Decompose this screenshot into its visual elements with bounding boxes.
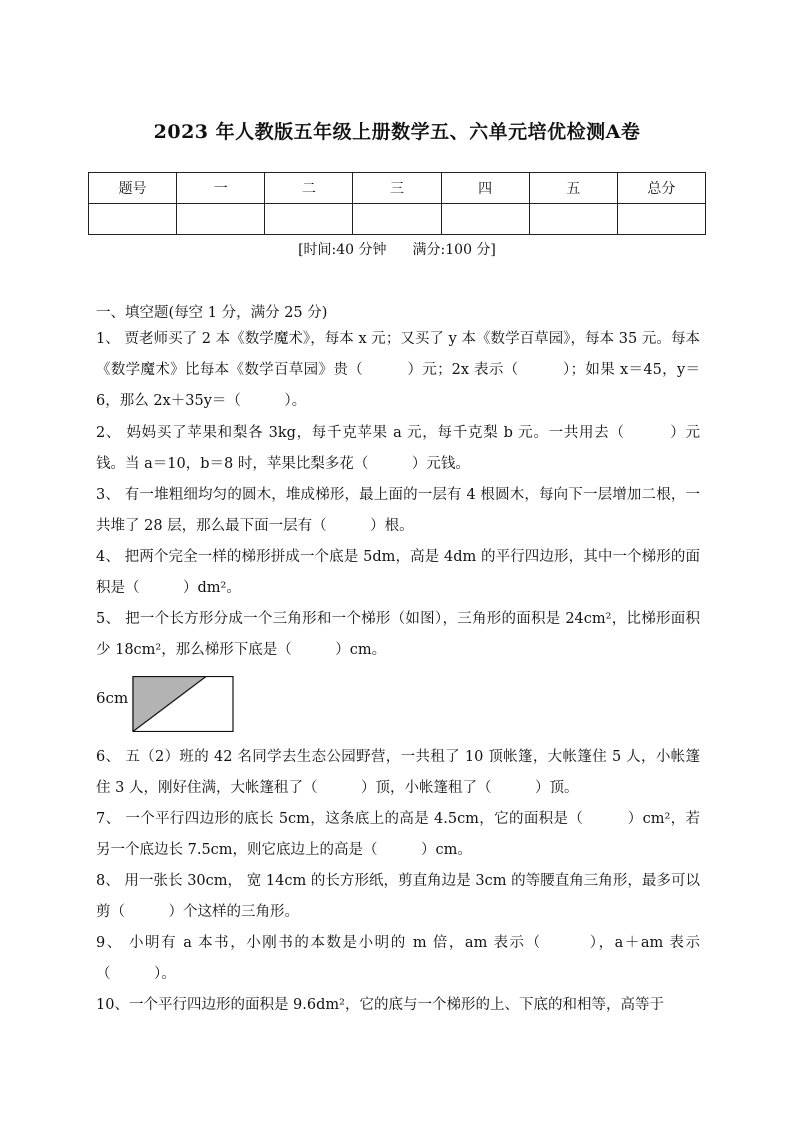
question-6: 6、 五（2）班的 42 名同学去生态公园野营，一共租了 10 顶帐篷，大帐篷住 5 人，小帐篷住 3 人，刚好住满，大帐篷租了（ ）顶，小帐篷租了（ ）顶。 <box>96 749 700 796</box>
time-limit: [时间:40 分钟 <box>298 242 387 258</box>
full-score: 满分:100 分] <box>412 242 496 258</box>
question-3: 3、 有一堆粗细均匀的圆木，堆成梯形，最上面的一层有 4 根圆木，每向下一层增加二根，一共堆了 28 层，那么最下面一层有（ ）根。 <box>96 487 700 534</box>
score-header-cell: 一 <box>177 173 265 204</box>
time-info <box>0 239 794 259</box>
question-9: 9、 小明有 a 本书，小刚书的本数是小明的 m 倍，am 表示（ ），a＋am 表示（ ）。 <box>96 935 700 982</box>
score-header-cell: 二 <box>265 173 353 204</box>
score-value-cell <box>353 204 441 235</box>
figure-label: 6cm <box>96 689 129 707</box>
question-10: 10、一个平行四边形的面积是 9.6dm²，它的底与一个梯形的上、下底的和相等，高等于 <box>96 997 664 1013</box>
question-2: 2、 妈妈买了苹果和梨各 3kg，每千克苹果 a 元，每千克梨 b 元。一共用去（ ）元钱。当 a＝10，b＝8 时，苹果比梨多花（ ）元钱。 <box>96 425 700 472</box>
score-header-cell: 五 <box>529 173 617 204</box>
rectangle-figure <box>96 676 236 732</box>
question-4: 4、 把两个完全一样的梯形拼成一个底是 5dm，高是 4dm 的平行四边形，其中一个梯形的面积是（ ）dm²。 <box>96 549 700 596</box>
score-value-cell <box>441 204 529 235</box>
score-header-row <box>89 173 706 204</box>
score-header-cell: 四 <box>441 173 529 204</box>
question-8: 8、 用一张长 30cm， 宽 14cm 的长方形纸，剪直角边是 3cm 的等腰直角三角形，最多可以剪（ ）个这样的三角形。 <box>96 873 700 920</box>
score-value-cell <box>265 204 353 235</box>
score-header-cell: 三 <box>353 173 441 204</box>
rectangle-diagram <box>96 676 236 732</box>
score-value-row <box>89 204 706 235</box>
score-header-cell: 题号 <box>89 173 177 204</box>
page-title: 2023 年人教版五年级上册数学五、六单元培优检测A卷 <box>153 121 641 143</box>
question-5: 5、 把一个长方形分成一个三角形和一个梯形（如图），三角形的面积是 24cm²，比梯形面积少 18cm²，那么梯形下底是（ ）cm。 <box>96 611 700 658</box>
section-heading: 一、填空题(每空 1 分，满分 25 分) <box>96 305 328 321</box>
question-1: 1、 贾老师买了 2 本《数学魔术》，每本 x 元；又买了 y 本《数学百草园》，每本 35 元。每本《数学魔术》比每本《数学百草园》贵（ ）元；2x 表示（ ）；如果 x＝45，y＝6，那么 2x＋35y＝（ ）。 <box>96 331 700 409</box>
score-value-cell <box>529 204 617 235</box>
score-value-cell <box>89 204 177 235</box>
score-header-cell: 总分 <box>617 173 705 204</box>
score-table <box>88 172 706 235</box>
score-value-cell <box>177 204 265 235</box>
question-7: 7、 一个平行四边形的底长 5cm，这条底上的高是 4.5cm，它的面积是（ ）cm²，若另一个底边长 7.5cm，则它底边上的高是（ ）cm。 <box>96 811 700 858</box>
score-value-cell <box>617 204 705 235</box>
